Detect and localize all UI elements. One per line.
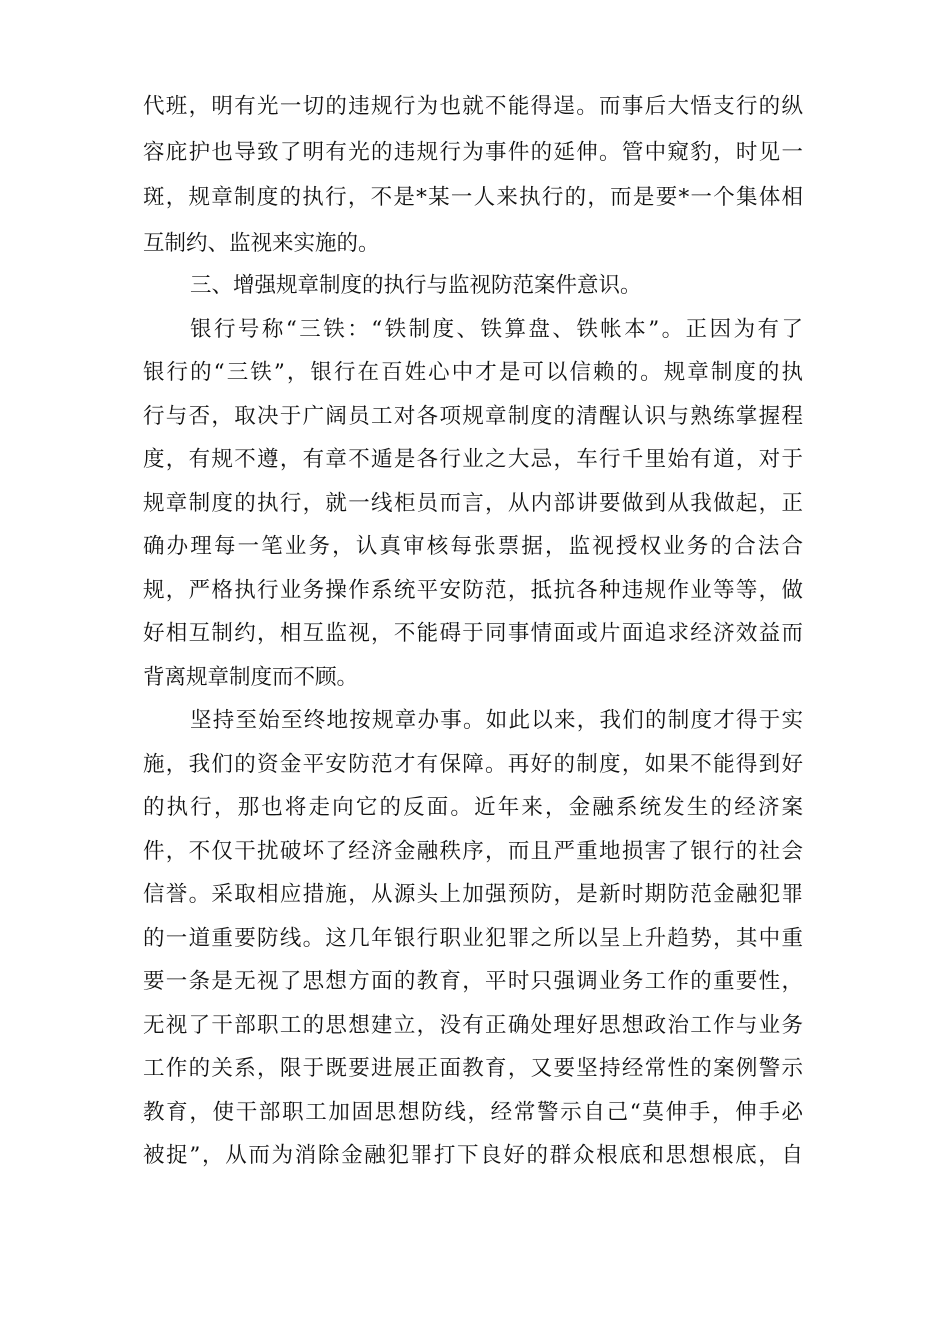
- text-line: 信誉。采取相应措施，从源头上加强预防，是新时期防范金融犯罪: [143, 882, 803, 907]
- text-line: 银行的“三铁”，银行在百姓心中才是可以信赖的。规章制度的执: [143, 360, 803, 385]
- text-line: 斑，规章制度的执行，不是*某一人来执行的，而是要*一个集体相: [143, 185, 803, 210]
- text-line: 好相互制约，相互监视，不能碍于同事情面或片面追求经济效益而: [143, 621, 803, 646]
- text-line: 代班，明有光一切的违规行为也就不能得逞。而事后大悟支行的纵: [143, 94, 803, 119]
- text-line: 行与否，取决于广阔员工对各项规章制度的清醒认识与熟练掌握程: [143, 404, 803, 429]
- text-line: 工作的关系，限于既要进展正面教育，又要坚持经常性的案例警示: [143, 1056, 803, 1081]
- section-heading: 三、增强规章制度的执行与监视防范案件意识。: [190, 273, 642, 298]
- text-line: 容庇护也导致了明有光的违规行为事件的延伸。管中窥豹，时见一: [143, 140, 803, 165]
- text-line: 规，严格执行业务操作系统平安防范，抵抗各种违规作业等等，做: [143, 578, 803, 603]
- text-line: 的一道重要防线。这几年银行职业犯罪之所以呈上升趋势，其中重: [143, 926, 803, 951]
- text-line: 度，有规不遵，有章不遁是各行业之大忌，车行千里始有道，对于: [143, 447, 803, 472]
- text-line: 被捉”，从而为消除金融犯罪打下良好的群众根底和思想根底，自: [143, 1143, 803, 1168]
- text-line: 要一条是无视了思想方面的教育，平时只强调业务工作的重要性，: [143, 969, 803, 994]
- text-line: 银行号称“三铁：“铁制度、铁算盘、铁帐本”。正因为有了: [190, 317, 803, 342]
- text-line: 施，我们的资金平安防范才有保障。再好的制度，如果不能得到好: [143, 752, 803, 777]
- text-line: 背离规章制度而不顾。: [143, 665, 359, 690]
- text-line: 的执行，那也将走向它的反面。近年来，金融系统发生的经济案: [143, 795, 803, 820]
- text-line: 规章制度的执行，就一线柜员而言，从内部讲要做到从我做起，正: [143, 491, 803, 516]
- text-line: 无视了干部职工的思想建立，没有正确处理好思想政治工作与业务: [143, 1013, 803, 1038]
- text-line: 确办理每一笔业务，认真审核每张票据，监视授权业务的合法合: [143, 534, 803, 559]
- text-line: 互制约、监视来实施的。: [143, 231, 380, 256]
- text-line: 坚持至始至终地按规章办事。如此以来，我们的制度才得于实: [190, 708, 803, 733]
- text-line: 件，不仅干扰破坏了经济金融秩序，而且严重地损害了银行的社会: [143, 839, 803, 864]
- text-line: 教育，使干部职工加固思想防线，经常警示自己“莫伸手，伸手必: [143, 1100, 803, 1125]
